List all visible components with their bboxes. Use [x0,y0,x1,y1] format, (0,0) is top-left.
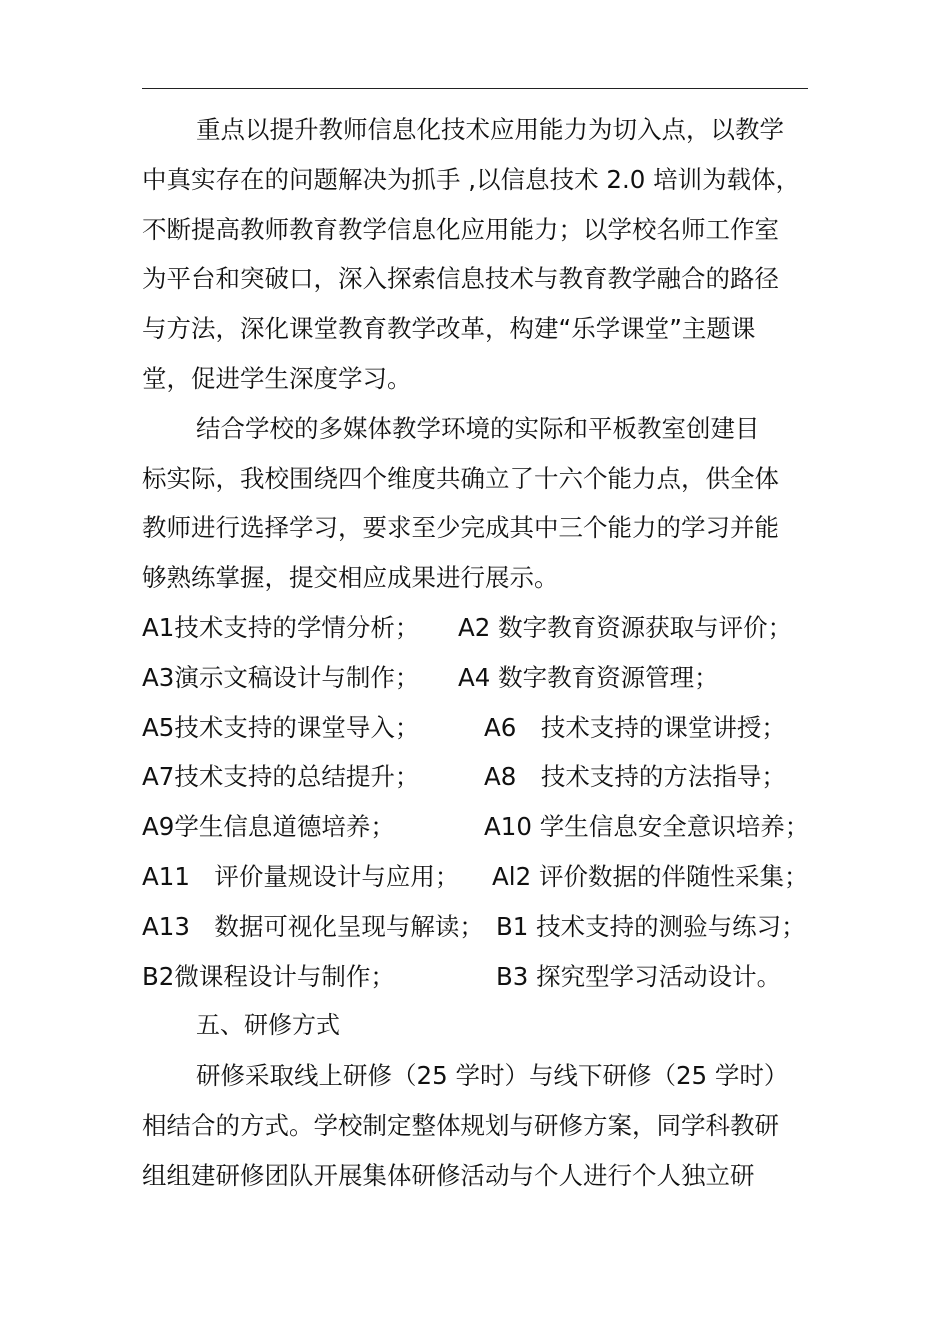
text-line: 与方法，深化课堂教育教学改革，构建“乐学课堂”主题课 [142,314,756,344]
ability-point-item: A3演示文稿设计与制作； [142,662,420,692]
ability-point-row [142,952,842,1002]
ability-point-item: A6 技术支持的课堂讲授； [484,712,786,742]
ability-point-row [142,703,842,753]
text-line: 为平台和突破口，深入探索信息技术与教育教学融合的路径 [142,264,779,294]
paragraph-ability-points-intro [142,404,842,603]
text-line: 结合学校的多媒体教学环境的实际和平板教室创建目 [196,413,760,443]
ability-point-row [142,603,842,653]
text-line: 不断提高教师教育教学信息化应用能力；以学校名师工作室 [142,214,779,244]
ability-point-item: A7技术支持的总结提升； [142,762,420,792]
text-line: 堂，促进学生深度学习。 [142,363,412,393]
ability-points-list [142,603,842,1001]
ability-point-row [142,802,842,852]
ability-point-item: A10 学生信息安全意识培养； [484,812,810,842]
section-heading: 五、研修方式 [196,1011,340,1040]
ability-point-row [142,653,842,703]
ability-point-item: A8 技术支持的方法指导； [484,762,786,792]
ability-point-item: A4 数字教育资源管理； [458,662,719,692]
ability-point-item: A11 评价量规设计与应用； [142,861,460,891]
ability-point-row [142,752,842,802]
text-line: 教师进行选择学习，要求至少完成其中三个能力的学习并能 [142,513,779,543]
ability-point-item: B3 探究型学习活动设计。 [496,961,782,991]
ability-point-item: B1 技术支持的测验与练习； [496,911,806,941]
ability-point-item: A9学生信息道德培养； [142,812,395,842]
header-rule [142,88,808,89]
ability-point-item: A5技术支持的课堂导入； [142,712,420,742]
ability-point-row [142,852,842,902]
text-line: 重点以提升教师信息化技术应用能力为切入点，以教学 [196,115,784,144]
ability-point-item: B2微课程设计与制作； [142,961,395,991]
text-line: 够熟练掌握，提交相应成果进行展示。 [142,563,559,593]
ability-point-row [142,902,842,952]
ability-point-item: Al2 评价数据的伴随性采集； [492,861,809,891]
text-line: 中真实存在的问题解决为抓手 ,以信息技术 2.0 培训为载体， [142,164,801,194]
ability-point-item: A13 数据可视化呈现与解读； [142,911,484,941]
paragraph-training-method [142,1051,842,1200]
text-line: 研修采取线上研修（25 学时）与线下研修（25 学时） [196,1061,789,1091]
document-body [142,105,842,1201]
text-line: 组组建研修团队开展集体研修活动与个人进行个人独立研 [142,1160,755,1190]
text-line: 相结合的方式。学校制定整体规划与研修方案，同学科教研 [142,1110,779,1140]
paragraph-focus [142,105,842,404]
ability-point-item: A2 数字教育资源获取与评价； [458,612,793,642]
ability-point-item: A1技术支持的学情分析； [142,612,420,642]
text-line: 标实际，我校围绕四个维度共确立了十六个能力点，供全体 [142,463,779,493]
